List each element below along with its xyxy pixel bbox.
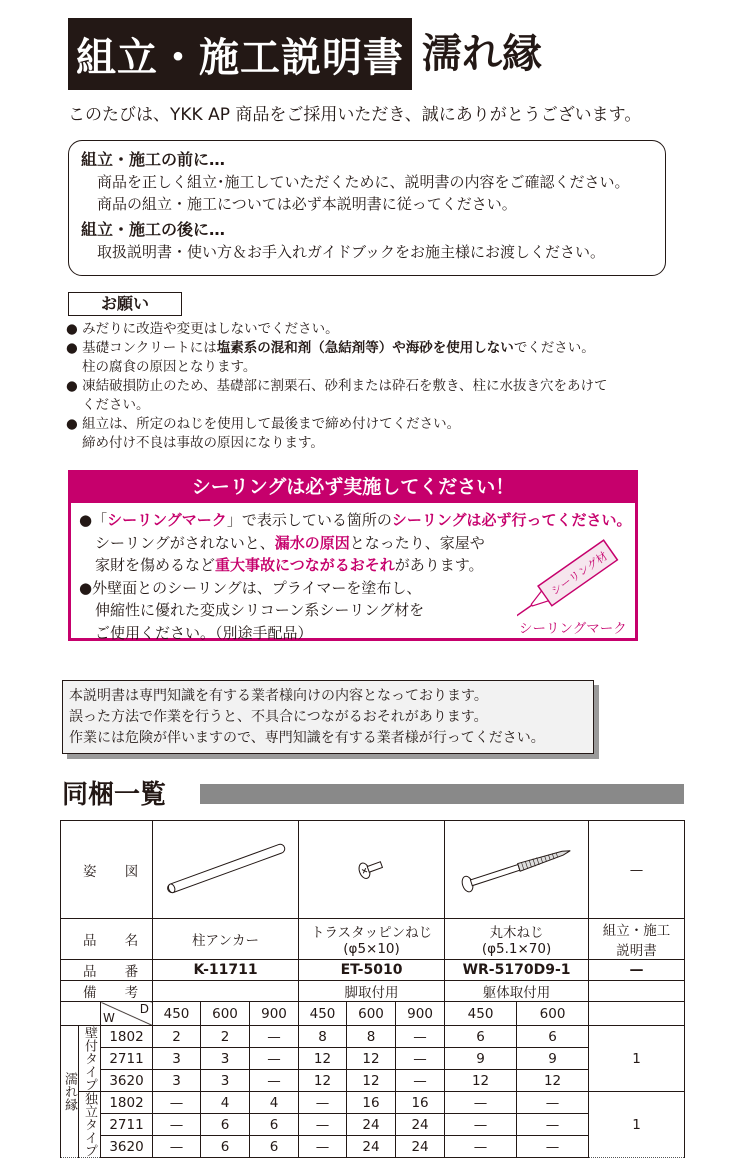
request-text: 基礎コンクリートには bbox=[82, 340, 217, 356]
before-heading: 組立・施工の前に… bbox=[81, 150, 226, 169]
quantity-cell: — bbox=[299, 1136, 347, 1158]
item-name: 組立・施工 説明書 bbox=[589, 919, 685, 960]
sealing-para: ●外壁面とのシーリングは、プライマーを塗布し、 bbox=[79, 578, 422, 597]
quantity-cell: — bbox=[299, 1092, 347, 1114]
depth-header: 450 bbox=[445, 1002, 517, 1026]
blank-cell bbox=[589, 1002, 685, 1026]
quantity-cell: 6 bbox=[201, 1136, 250, 1158]
request-text: 締め付け不良は事故の原因になります。 bbox=[82, 435, 324, 451]
request-item: ● 基礎コンクリートには塩素系の混和剤（急結剤等）や海砂を使用しないでください。 柱の腐食の原因となります。 bbox=[66, 340, 595, 375]
quantity-cell: 12 bbox=[517, 1070, 589, 1092]
request-item: ● 凍結破損防止のため、基礎部に割栗石、砂利または砕石を敷き、柱に水抜き穴をあけて ください。 bbox=[66, 378, 608, 413]
quantity-cell: 3 bbox=[153, 1070, 201, 1092]
part-number: — bbox=[589, 960, 685, 981]
notice-line: 本説明書は専門知識を有する業者様向けの内容となっております。 bbox=[69, 688, 488, 704]
truss-screw-icon bbox=[352, 853, 392, 883]
request-text: みだりに改造や変更はしないでください。 bbox=[82, 321, 339, 337]
quantity-cell: 2 bbox=[201, 1026, 250, 1048]
after-heading: 組立・施工の後に… bbox=[81, 220, 226, 239]
tube-label: シーリング材 bbox=[548, 549, 610, 598]
quantity-cell: 24 bbox=[396, 1136, 445, 1158]
before-line: 商品の組立・施工については必ず本説明書に従ってください。 bbox=[97, 195, 517, 213]
sealing-para: ●「シーリングマーク」で表示している箇所のシーリングは必ず行ってください。 bbox=[79, 511, 632, 529]
quantity-cell: — bbox=[250, 1048, 299, 1070]
manual-figure: — bbox=[589, 821, 685, 919]
group-label: 濡れ縁 bbox=[61, 1026, 79, 1158]
quantity-cell: 6 bbox=[250, 1114, 299, 1136]
sealing-para: 伸縮性に優れた変成シリコーン系シーリング材を bbox=[95, 601, 425, 619]
anchor-rod-icon bbox=[156, 838, 296, 898]
after-line: 取扱説明書・使い方＆お手入れガイドブックをお施主様にお渡しください。 bbox=[97, 243, 606, 261]
quantity-cell: 3 bbox=[153, 1048, 201, 1070]
quantity-cell: — bbox=[517, 1092, 589, 1114]
request-list bbox=[66, 320, 666, 453]
quantity-cell: 6 bbox=[517, 1026, 589, 1048]
quantity-cell: 24 bbox=[347, 1114, 396, 1136]
quantity-cell: — bbox=[153, 1114, 201, 1136]
request-item: ● みだりに改造や変更はしないでください。 bbox=[66, 321, 339, 337]
quantity-cell: 24 bbox=[396, 1114, 445, 1136]
width-label: 2711 bbox=[101, 1048, 153, 1070]
contents-title: 同梱一覧 bbox=[62, 780, 167, 810]
row-label-number: 品 番 bbox=[61, 960, 153, 981]
request-text: 柱の腐食の原因となります。 bbox=[82, 359, 257, 375]
width-label: 2711 bbox=[101, 1114, 153, 1136]
title-bar bbox=[200, 784, 684, 804]
quantity-cell: 2 bbox=[153, 1026, 201, 1048]
part-number: K-11711 bbox=[153, 960, 299, 981]
quantity-cell: — bbox=[250, 1026, 299, 1048]
quantity-cell: 24 bbox=[347, 1136, 396, 1158]
wood-screw-icon bbox=[457, 843, 577, 893]
width-label: 1802 bbox=[101, 1026, 153, 1048]
quantity-cell: 6 bbox=[201, 1114, 250, 1136]
w-d-header: W D bbox=[101, 1002, 153, 1026]
truss-screw-figure bbox=[299, 821, 445, 919]
type-label: 独立タイプ bbox=[79, 1092, 101, 1158]
quantity-cell: — bbox=[153, 1092, 201, 1114]
width-label: 1802 bbox=[101, 1092, 153, 1114]
remarks: 躯体取付用 bbox=[445, 981, 589, 1002]
request-label: お願い bbox=[68, 292, 182, 316]
part-number: ET-5010 bbox=[299, 960, 445, 981]
quantity-cell: — bbox=[396, 1048, 445, 1070]
before-after-box bbox=[68, 140, 666, 276]
quantity-cell: — bbox=[445, 1114, 517, 1136]
depth-header: 600 bbox=[517, 1002, 589, 1026]
sealing-para: 家財を傷めるなど重大事故につながるおそれがあります。 bbox=[95, 556, 484, 574]
quantity-cell: 6 bbox=[445, 1026, 517, 1048]
quantity-cell: — bbox=[396, 1026, 445, 1048]
remarks bbox=[589, 981, 685, 1002]
sealing-heading: シーリングは必ず実施してください！ bbox=[71, 473, 635, 503]
remarks: 脚取付用 bbox=[299, 981, 445, 1002]
type-label: 壁付タイプ bbox=[79, 1026, 101, 1092]
quantity-cell: 3 bbox=[201, 1048, 250, 1070]
document-title: 組立・施工説明書 bbox=[68, 18, 412, 90]
request-text: ください。 bbox=[82, 397, 150, 413]
quantity-cell: 12 bbox=[347, 1048, 396, 1070]
request-item: ● 組立は、所定のねじを使用して最後まで締め付けてください。 締め付け不良は事故の原因になります。 bbox=[66, 416, 461, 451]
intro-text: このたびは、YKK AP 商品をご採用いただき、誠にありがとうございます。 bbox=[68, 105, 642, 125]
quantity-cell: 6 bbox=[250, 1136, 299, 1158]
quantity-cell: 16 bbox=[396, 1092, 445, 1114]
product-name: 濡れ縁 bbox=[422, 31, 542, 77]
quantity-cell: — bbox=[250, 1070, 299, 1092]
request-emphasis: 塩素系の混和剤（急結剤等）や海砂を使用しない bbox=[216, 340, 514, 356]
quantity-cell: 16 bbox=[347, 1092, 396, 1114]
row-label-name: 品 名 bbox=[61, 919, 153, 960]
depth-header: 450 bbox=[153, 1002, 201, 1026]
quantity-cell: — bbox=[445, 1092, 517, 1114]
depth-header: 900 bbox=[396, 1002, 445, 1026]
quantity-cell: 4 bbox=[201, 1092, 250, 1114]
sealing-para: ご使用ください。（別途手配品） bbox=[95, 623, 313, 642]
part-number: WR-5170D9-1 bbox=[445, 960, 589, 981]
quantity-cell: 3 bbox=[201, 1070, 250, 1092]
row-label-figure: 姿 図 bbox=[61, 821, 153, 919]
blank-cell bbox=[61, 1002, 101, 1026]
quantity-cell: 8 bbox=[299, 1026, 347, 1048]
manual-qty: 1 bbox=[589, 1026, 685, 1092]
depth-header: 600 bbox=[201, 1002, 250, 1026]
wood-screw-figure bbox=[445, 821, 589, 919]
depth-header: 900 bbox=[250, 1002, 299, 1026]
quantity-cell: — bbox=[517, 1114, 589, 1136]
notice-line: 誤った方法で作業を行うと、不具合につながるおそれがあります。 bbox=[69, 709, 488, 725]
professional-notice bbox=[62, 680, 594, 754]
quantity-cell: 9 bbox=[517, 1048, 589, 1070]
sealing-para: シーリングがされないと、漏水の原因となったり、家屋や bbox=[95, 533, 485, 552]
depth-header: 450 bbox=[299, 1002, 347, 1026]
sealing-warning-box bbox=[68, 470, 638, 641]
sealing-mark-caption: シーリングマーク bbox=[519, 621, 627, 637]
quantity-cell: 12 bbox=[299, 1070, 347, 1092]
quantity-cell: — bbox=[445, 1136, 517, 1158]
sealant-tube-icon bbox=[517, 537, 627, 617]
quantity-cell: — bbox=[517, 1136, 589, 1158]
row-label-remarks: 備 考 bbox=[61, 981, 153, 1002]
quantity-cell: 9 bbox=[445, 1048, 517, 1070]
notice-line: 作業には危険が伴いますので、専門知識を有する業者様が行ってください。 bbox=[69, 730, 545, 746]
depth-header: 600 bbox=[347, 1002, 396, 1026]
quantity-cell: 12 bbox=[347, 1070, 396, 1092]
width-label: 3620 bbox=[101, 1136, 153, 1158]
remarks bbox=[153, 981, 299, 1002]
quantity-cell: — bbox=[396, 1070, 445, 1092]
quantity-cell: 8 bbox=[347, 1026, 396, 1048]
request-text: 組立は、所定のねじを使用して最後まで締め付けてください。 bbox=[82, 416, 461, 432]
item-name: 丸木ねじ (φ5.1×70) bbox=[445, 919, 589, 960]
item-name: 柱アンカー bbox=[153, 919, 299, 960]
before-line: 商品を正しく組立･施工していただくために、説明書の内容をご確認ください。 bbox=[97, 173, 630, 191]
quantity-cell: 4 bbox=[250, 1092, 299, 1114]
request-text: 凍結破損防止のため、基礎部に割栗石、砂利または砕石を敷き、柱に水抜き穴をあけて bbox=[82, 378, 608, 394]
quantity-cell: — bbox=[153, 1136, 201, 1158]
width-label: 3620 bbox=[101, 1070, 153, 1092]
item-name: トラスタッピンねじ (φ5×10) bbox=[299, 919, 445, 960]
anchor-figure bbox=[153, 821, 299, 919]
quantity-cell: 12 bbox=[445, 1070, 517, 1092]
quantity-cell: 12 bbox=[299, 1048, 347, 1070]
manual-qty: 1 bbox=[589, 1092, 685, 1158]
request-text: でください。 bbox=[513, 340, 595, 356]
contents-table bbox=[60, 820, 685, 1158]
quantity-cell: — bbox=[299, 1114, 347, 1136]
